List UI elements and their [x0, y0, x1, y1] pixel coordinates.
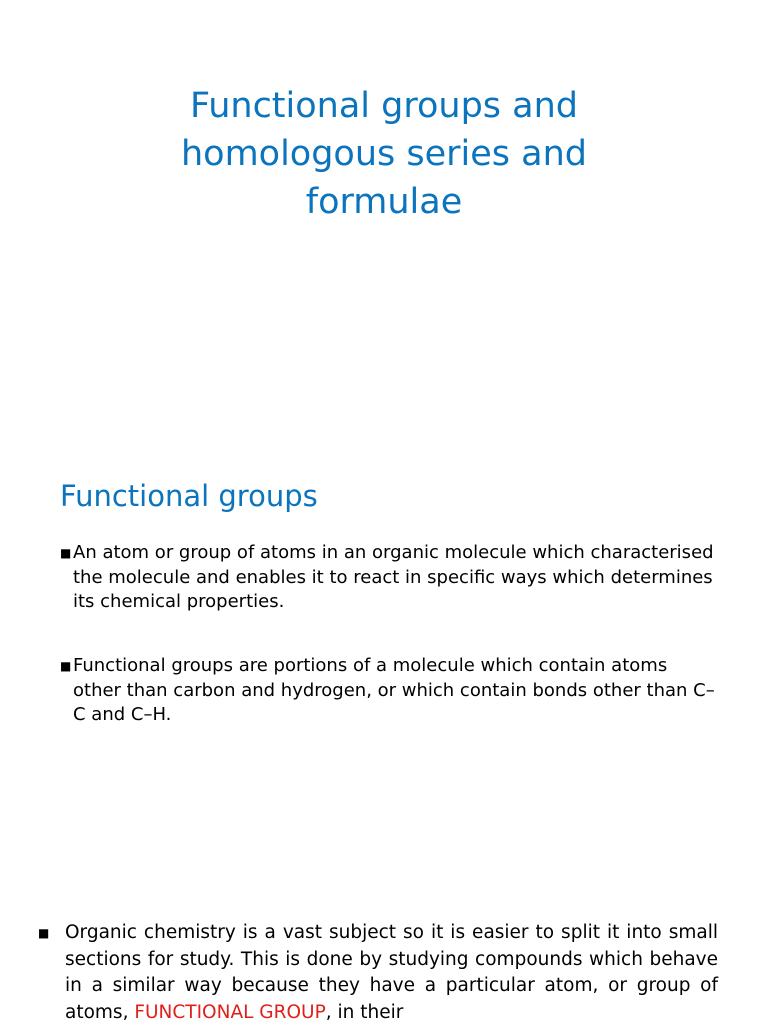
functional-group-highlight: FUNCTIONAL GROUP: [134, 1001, 326, 1023]
title-slide: [0, 0, 768, 440]
bullet-text-start: Organic chemistry is a vast subject so it is easier to split it into small sections for study. This is done by studying compounds which behave in a similar way because they have a particular atom, or group of atoms,: [65, 922, 718, 1023]
square-bullet-icon: ■: [60, 659, 72, 673]
bullet-text: [38, 920, 718, 1026]
bullet-text: An atom or group of atoms in an organic molecule which characterised the molecule and enables it to react in specific ways which determines its chemical properties.: [73, 542, 714, 612]
bullet-definition: [60, 541, 720, 615]
intro-slide: [0, 880, 768, 1024]
square-bullet-icon: ■: [38, 926, 50, 940]
bullet-text: Functional groups are portions of a molecule which contain atoms other than carbon and hydrogen, or which contain bonds other than C–C and C–H.: [73, 655, 715, 725]
presentation-title: Functional groups and homologous series and formulae: [180, 86, 588, 222]
bullet-text-end: , in their: [325, 1001, 404, 1023]
section-heading: Functional groups: [60, 479, 318, 513]
square-bullet-icon: ■: [60, 546, 72, 560]
functional-groups-slide: [0, 440, 768, 880]
bullet-organic-chemistry: [38, 920, 718, 1026]
bullet-portions: [60, 654, 720, 728]
